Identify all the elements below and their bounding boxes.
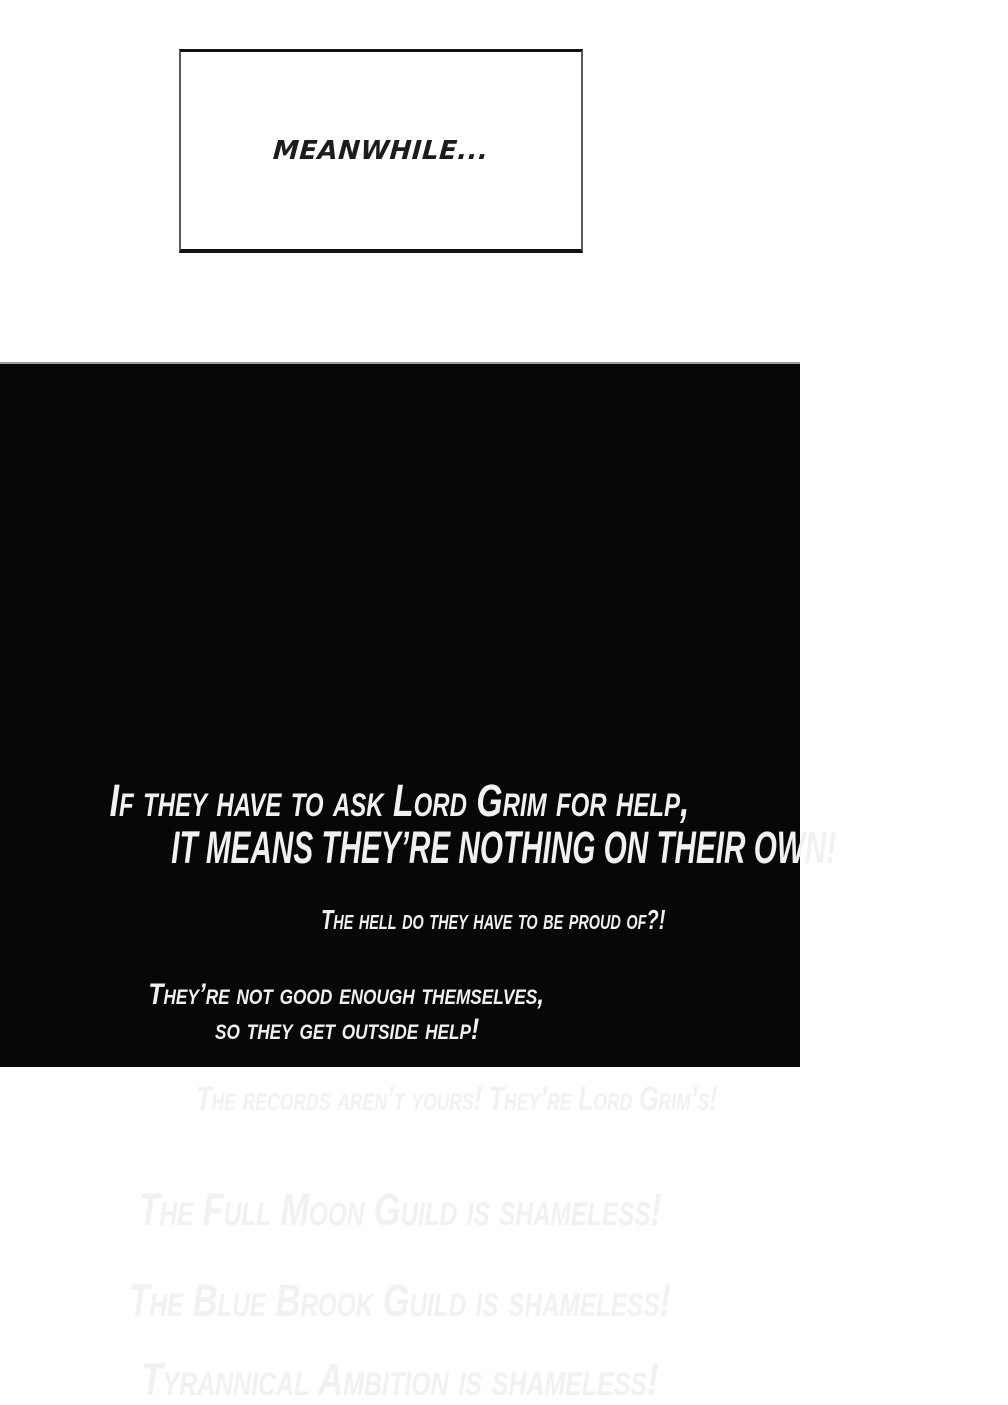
shout-blue-brook xyxy=(0,1275,800,1326)
shout-proud xyxy=(0,906,800,934)
shout-not-good-line2 xyxy=(0,1015,800,1045)
shout-ask-lord-grim-line2 xyxy=(0,822,837,873)
shout-text: The Full Moon Guild is shameless! xyxy=(138,1184,662,1235)
shout-text: so they get outside help! xyxy=(214,1013,480,1046)
shout-tyrannical xyxy=(0,1354,800,1405)
caption-text: MEANWHILE... xyxy=(272,135,490,166)
shout-ask-lord-grim-line1 xyxy=(0,775,800,826)
shout-panel xyxy=(0,362,837,1405)
shout-text: IT MEANS THEY’RE NOTHING ON THEIR OWN! xyxy=(171,822,837,873)
shout-text: They’re not good enough themselves, xyxy=(148,978,544,1011)
shout-records xyxy=(0,1082,800,1116)
shout-text: The records aren’t yours! They’re Lord Grim’s! xyxy=(196,1080,718,1118)
shout-text: The Blue Brook Guild is shameless! xyxy=(128,1275,672,1326)
shout-full-moon xyxy=(0,1184,800,1235)
shout-text: If they have to ask Lord Grim for help, xyxy=(110,775,690,826)
shout-text: Tyrannical Ambition is shameless! xyxy=(141,1354,659,1405)
shout-text: The hell do they have to be proud of?! xyxy=(320,904,666,935)
shout-not-good-line1 xyxy=(0,980,800,1010)
caption-box xyxy=(179,49,583,253)
